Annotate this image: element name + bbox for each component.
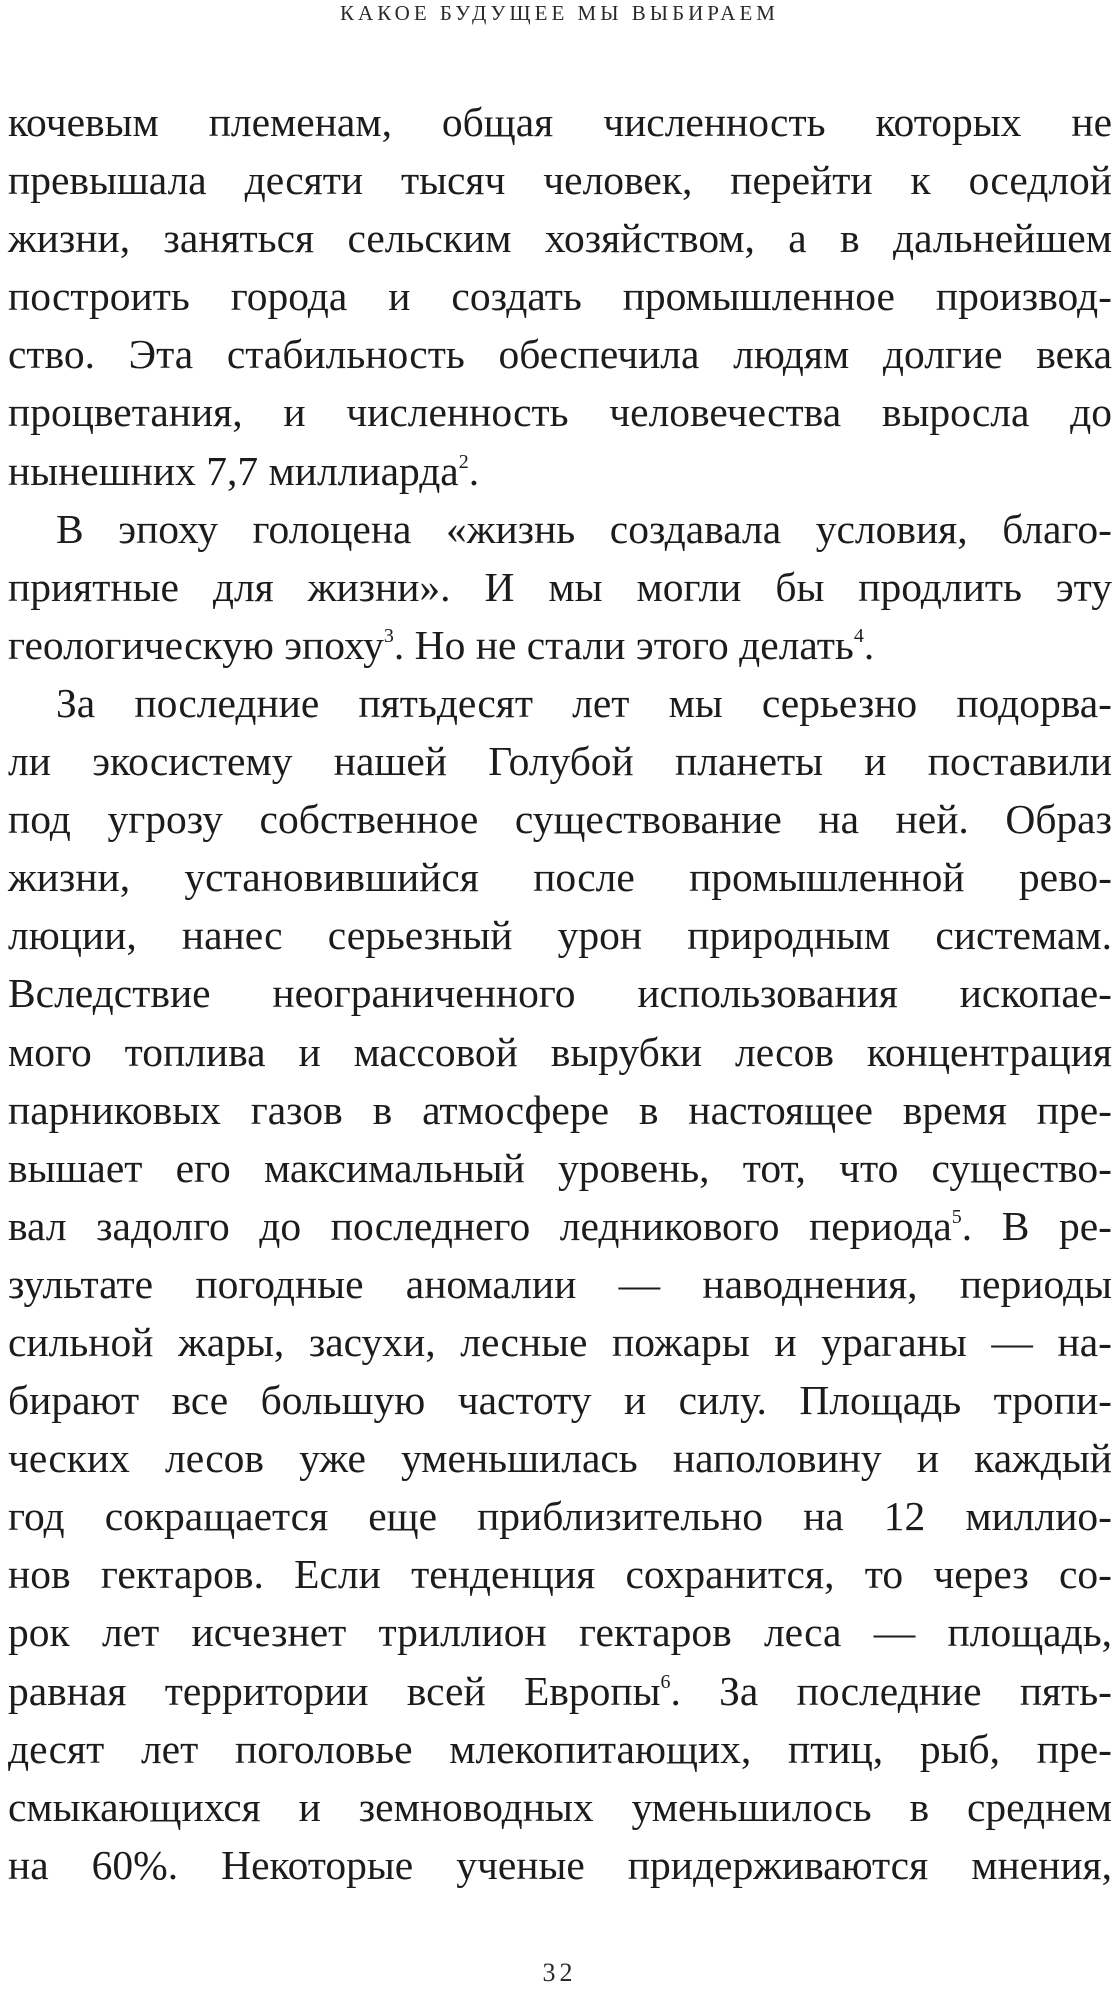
text-line: ческих лесов уже уменьшилась наполовину и каждый <box>8 1435 1112 1482</box>
text-line: ство. Эта стабильность обеспечила людям долгие века <box>8 331 1112 378</box>
text-line: процветания, и численность человечества выросла до <box>8 389 1112 436</box>
text-line: построить города и создать промышленное производ- <box>8 273 1112 320</box>
page-number: 32 <box>542 1958 577 1987</box>
text-line: люции, нанес серьезный урон природным системам. <box>8 912 1112 959</box>
text-line <box>8 1662 1112 1720</box>
text-run: . Но не стали этого делать <box>393 621 854 668</box>
text-run: нынешних 7,7 миллиарда <box>8 447 459 494</box>
text-run: . В ре- <box>961 1202 1112 1249</box>
text-line <box>8 1197 1112 1255</box>
text-line: год сокращается еще приблизительно на 12 миллио- <box>8 1493 1112 1540</box>
text-run: геологическую эпоху <box>8 621 384 668</box>
text-line: десят лет поголовье млекопитающих, птиц, рыб, пре- <box>8 1725 1112 1772</box>
text-line <box>8 442 1112 500</box>
text-run: . <box>468 447 480 494</box>
text-line: жизни, установившийся после промышленной рево- <box>8 854 1112 901</box>
footnote-ref: 5 <box>951 1205 962 1228</box>
text-run: равная территории всей Европы <box>8 1667 661 1714</box>
text-line: превышала десяти тысяч человек, перейти к оседлой <box>8 157 1112 204</box>
text-line: под угрозу собственное существование на ней. Образ <box>8 796 1112 843</box>
text-line: рок лет исчезнет триллион гектаров леса — площадь, <box>8 1609 1112 1656</box>
text-line <box>8 616 1112 674</box>
text-line: мого топлива и массовой вырубки лесов концентрация <box>8 1028 1112 1075</box>
text-line: смыкающихся и земноводных уменьшилось в среднем <box>8 1783 1112 1830</box>
text-line: сильной жары, засухи, лесные пожары и ураганы — на- <box>8 1318 1112 1365</box>
text-line: зультате погодные аномалии — наводнения, периоды <box>8 1260 1112 1307</box>
text-line: нов гектаров. Если тенденция сохранится, то через со- <box>8 1551 1112 1598</box>
text-line: вышает его максимальный уровень, тот, что существо- <box>8 1144 1112 1191</box>
running-head: КАКОЕ БУДУЩЕЕ МЫ ВЫБИРАЕМ <box>340 1 779 25</box>
body-text <box>8 93 1112 1894</box>
text-line: парниковых газов в атмосфере в настоящее время пре- <box>8 1086 1112 1133</box>
text-line: бирают все большую частоту и силу. Площадь тропи- <box>8 1377 1112 1424</box>
footnote-ref: 6 <box>660 1670 671 1693</box>
text-run: . За последние пять- <box>670 1667 1113 1714</box>
footnote-ref: 2 <box>458 450 469 473</box>
footnote-ref: 3 <box>383 624 394 647</box>
text-line: За последние пятьдесят лет мы серьезно подорва- <box>56 679 1112 726</box>
text-line: кочевым племенам, общая численность которых не <box>8 99 1112 145</box>
text-line: на 60%. Некоторые ученые придерживаются мнения, <box>8 1841 1112 1888</box>
text-line: В эпоху голоцена «жизнь создавала условия, благо- <box>56 505 1112 552</box>
footnote-ref: 4 <box>853 624 864 647</box>
text-line: Вследствие неограниченного использования ископае- <box>8 970 1112 1017</box>
text-run: вал задолго до последнего ледникового периода <box>8 1202 952 1249</box>
text-run: . <box>863 621 875 668</box>
text-line: жизни, заняться сельским хозяйством, а в дальнейшем <box>8 215 1112 262</box>
text-line: приятные для жизни». И мы могли бы продлить эту <box>8 563 1112 610</box>
text-line: ли экосистему нашей Голубой планеты и поставили <box>8 738 1112 785</box>
